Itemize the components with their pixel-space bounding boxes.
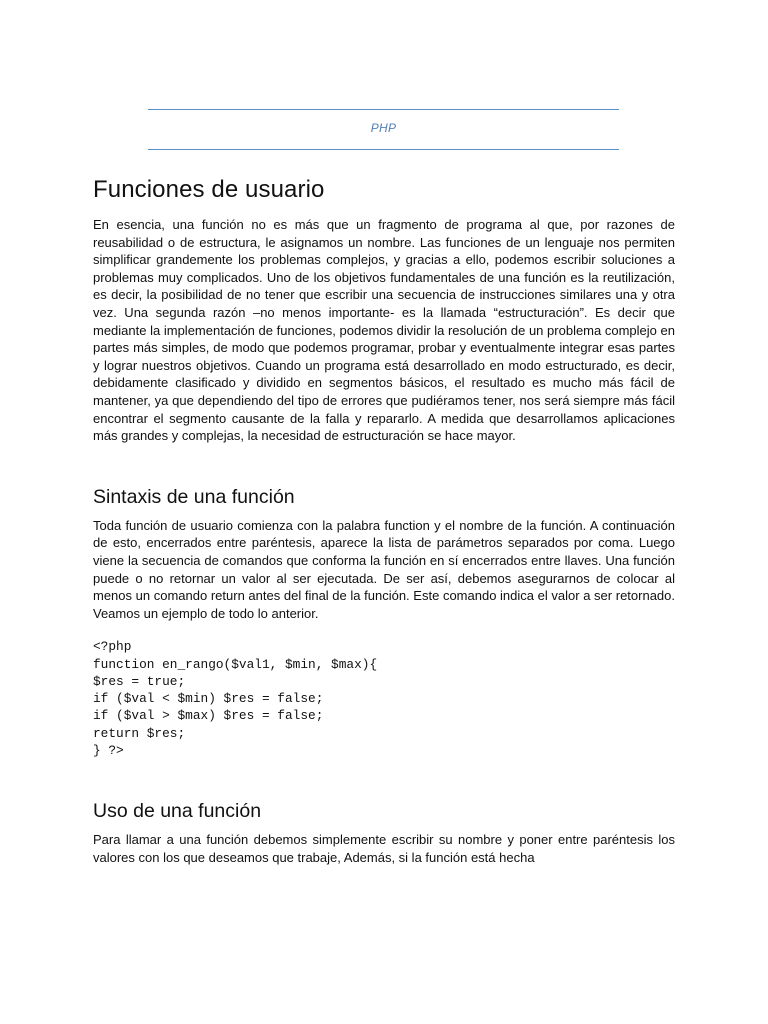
code-line: <?php — [93, 639, 132, 655]
code-line: function en_rango($val1, $min, $max){ — [93, 656, 378, 672]
code-line: if ($val < $min) $res = false; — [93, 691, 324, 707]
code-line: } ?> — [93, 743, 124, 759]
section-heading-uso: Uso de una función — [93, 800, 262, 823]
code-line: $res = true; — [93, 673, 186, 689]
code-line: return $res; — [93, 725, 186, 741]
code-line: if ($val > $max) $res = false; — [93, 708, 324, 724]
header-top-rule — [148, 109, 619, 110]
section-paragraph-sintaxis: Toda función de usuario comienza con la palabra function y el nombre de la función. A continuación de esto, encerrados entre paréntesis, aparece la lista de parámetros separados por coma. Luego viene la secuencia de comandos que conforma la función en sí encerrados entre llaves. Una función puede o no retornar un valor al ser ejecutada. De ser así, debemos asegurarnos de colocar al menos un comando return antes del final de la función. Este comando indica el valor a ser retornado. Veamos un ejemplo de todo lo anterior. — [93, 517, 675, 621]
section-heading-funciones-de-usuario: Funciones de usuario — [93, 176, 325, 203]
document-content — [93, 172, 675, 867]
section-paragraph-uso: Para llamar a una función debemos simplemente escribir su nombre y poner entre paréntesis los valores con los que deseamos que trabaje, Además, si la función está hecha — [93, 832, 675, 865]
header-bottom-rule — [148, 149, 619, 150]
code-block — [93, 638, 675, 759]
section-heading-sintaxis: Sintaxis de una función — [93, 485, 295, 508]
section-paragraph-funciones-de-usuario: En esencia, una función no es más que un fragmento de programa al que, por razones de reusabilidad o de estructura, le asignamos un nombre. Las funciones de un lenguaje nos permiten simplificar grandemente los problemas complejos, y gracias a ello, podemos escribir soluciones a problemas muy complicados. Uno de los objetivos fundamentales de una función es la reutilización, es decir, la posibilidad de no tener que escribir una secuencia de instrucciones similares una y otra vez. Una segunda razón –no menos importante- es la llamada “estructuración”. Es decir que mediante la implementación de funciones, podemos dividir la resolución de un problema complejo en partes más simples, de modo que podemos programar, probar y eventualmente integrar esas partes y lograr nuestros objetivos. Cuando un programa está desarrollado en modo estructurado, es decir, debidamente clasificado y dividido en segmentos básicos, el resultado es mucho más fácil de mantener, ya que dependiendo del tipo de errores que pudiéramos tener, nos será siempre más fácil encontrar el segmento causante de la falla y repararlo. A medida que desarrollamos aplicaciones más grandes y complejas, la necesidad de estructuración se hace mayor. — [93, 217, 675, 444]
running-header: PHP — [370, 121, 397, 135]
